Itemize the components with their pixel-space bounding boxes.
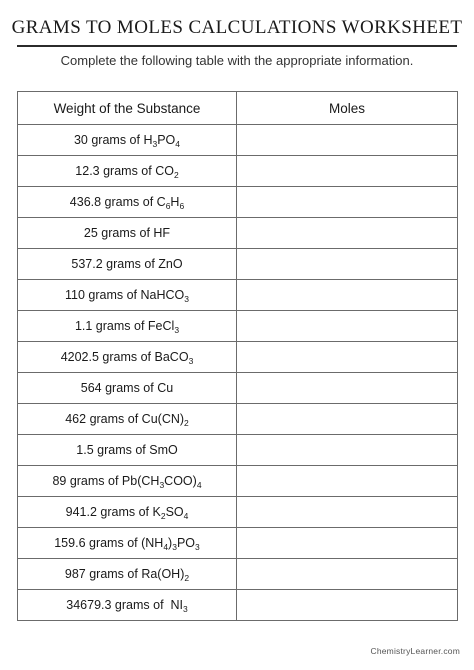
formula-text: NI: [170, 598, 183, 612]
substance-mass-text: 25 grams of: [83, 226, 154, 240]
table-row: [18, 466, 458, 497]
substance-mass-text: 537.2 grams of: [71, 257, 159, 271]
formula-subscript: 3: [183, 604, 188, 614]
formula-subscript: 6: [165, 201, 171, 211]
table-row: [18, 187, 458, 218]
formula-subscript: 3: [172, 542, 177, 552]
formula-text: (NH: [141, 536, 164, 550]
table-row: [18, 218, 458, 249]
moles-answer-cell[interactable]: [237, 218, 458, 249]
substance-cell: [18, 404, 237, 435]
header-moles: Moles: [237, 92, 458, 125]
moles-answer-cell[interactable]: [237, 528, 458, 559]
moles-answer-cell[interactable]: [237, 590, 458, 621]
table-row: [18, 404, 458, 435]
substance-cell: [18, 466, 237, 497]
substance-cell: [18, 156, 237, 187]
moles-answer-cell[interactable]: [237, 249, 458, 280]
formula-subscript: 3: [195, 542, 200, 552]
title-underline: [17, 45, 457, 47]
formula-text: H: [170, 195, 180, 209]
table-row: [18, 249, 458, 280]
moles-answer-cell[interactable]: [237, 466, 458, 497]
formula-text: Pb(CH: [121, 474, 160, 488]
substance-mass-text: 941.2 grams of: [65, 505, 153, 519]
substance-cell: [18, 497, 237, 528]
substance-mass-text: 34679.3 grams of: [66, 598, 171, 612]
substance-mass-text: 462 grams of: [65, 412, 142, 426]
formula-subscript: 3: [188, 356, 194, 366]
footer-credit: ChemistryLearner.com: [370, 646, 460, 656]
substance-cell: [18, 187, 237, 218]
table-row: [18, 342, 458, 373]
formula-text: CO: [155, 164, 174, 178]
worksheet-title: GRAMS TO MOLES CALCULATIONS WORKSHEET: [11, 17, 463, 38]
formula-text: H: [143, 133, 153, 147]
formula-text: PO: [176, 536, 196, 550]
formula-subscript: 2: [173, 170, 179, 180]
grams-to-moles-table: [17, 91, 458, 621]
moles-answer-cell[interactable]: [237, 373, 458, 404]
substance-cell: [18, 528, 237, 559]
substance-mass-text: 564 grams of: [80, 381, 158, 395]
substance-cell: [18, 590, 237, 621]
substance-cell: [18, 435, 237, 466]
substance-mass-text: 12.3 grams of: [75, 164, 156, 178]
table-row: [18, 280, 458, 311]
table-row: [18, 311, 458, 342]
formula-subscript: 3: [174, 325, 180, 335]
table-row: [18, 125, 458, 156]
instructions-text: Complete the following table with the appropriate information.: [60, 53, 414, 68]
substance-mass-text: 987 grams of: [64, 567, 142, 581]
formula-text: COO): [164, 474, 197, 488]
table-header-row: [18, 92, 458, 125]
formula-text: Cu(CN): [141, 412, 185, 426]
moles-answer-cell[interactable]: [237, 156, 458, 187]
formula-subscript: 6: [179, 201, 185, 211]
table-row: [18, 528, 458, 559]
substance-mass-text: 1.1 grams of: [74, 319, 148, 333]
table-row: [18, 497, 458, 528]
substance-mass-text: 1.5 grams of: [76, 443, 150, 457]
table-row: [18, 590, 458, 621]
moles-answer-cell[interactable]: [237, 342, 458, 373]
substance-cell: [18, 218, 237, 249]
substance-cell: [18, 280, 237, 311]
formula-subscript: 4: [163, 542, 169, 552]
table-row: [18, 435, 458, 466]
formula-subscript: 4: [175, 139, 181, 149]
moles-answer-cell[interactable]: [237, 280, 458, 311]
substance-cell: [18, 311, 237, 342]
formula-text: NaHCO: [140, 288, 185, 302]
substance-cell: [18, 342, 237, 373]
formula-subscript: 3: [184, 294, 189, 304]
formula-subscript: 4: [183, 511, 189, 521]
formula-text: Cu: [157, 381, 174, 395]
table-body: [18, 125, 458, 621]
moles-answer-cell[interactable]: [237, 559, 458, 590]
substance-mass-text: 4202.5 grams of: [60, 350, 155, 364]
header-weight: Weight of the Substance: [18, 92, 237, 125]
formula-subscript: 3: [159, 480, 165, 490]
formula-text: C: [156, 195, 166, 209]
formula-text: BaCO: [154, 350, 189, 364]
substance-cell: [18, 249, 237, 280]
table-row: [18, 559, 458, 590]
formula-text: SmO: [149, 443, 178, 457]
table-row: [18, 373, 458, 404]
moles-answer-cell[interactable]: [237, 125, 458, 156]
formula-subscript: 4: [196, 480, 202, 490]
substance-cell: [18, 125, 237, 156]
moles-answer-cell[interactable]: [237, 311, 458, 342]
table-row: [18, 156, 458, 187]
formula-text: HF: [153, 226, 171, 240]
substance-mass-text: 159.6 grams of: [54, 536, 142, 550]
formula-text: FeCl: [147, 319, 175, 333]
substance-cell: [18, 373, 237, 404]
substance-mass-text: 89 grams of: [52, 474, 122, 488]
formula-text: SO: [165, 505, 184, 519]
moles-answer-cell[interactable]: [237, 497, 458, 528]
formula-text: K: [152, 505, 161, 519]
formula-text: ): [168, 536, 173, 550]
substance-mass-text: 436.8 grams of: [69, 195, 157, 209]
formula-subscript: 2: [184, 573, 190, 583]
substance-mass-text: 30 grams of: [73, 133, 144, 147]
formula-text: ZnO: [158, 257, 183, 271]
formula-text: Ra(OH): [141, 567, 185, 581]
formula-subscript: 2: [184, 418, 189, 428]
moles-answer-cell[interactable]: [237, 404, 458, 435]
formula-subscript: 2: [160, 511, 166, 521]
formula-text: PO: [157, 133, 176, 147]
substance-cell: [18, 559, 237, 590]
formula-subscript: 3: [152, 139, 158, 149]
moles-answer-cell[interactable]: [237, 187, 458, 218]
substance-mass-text: 110 grams of: [64, 288, 141, 302]
moles-answer-cell[interactable]: [237, 435, 458, 466]
